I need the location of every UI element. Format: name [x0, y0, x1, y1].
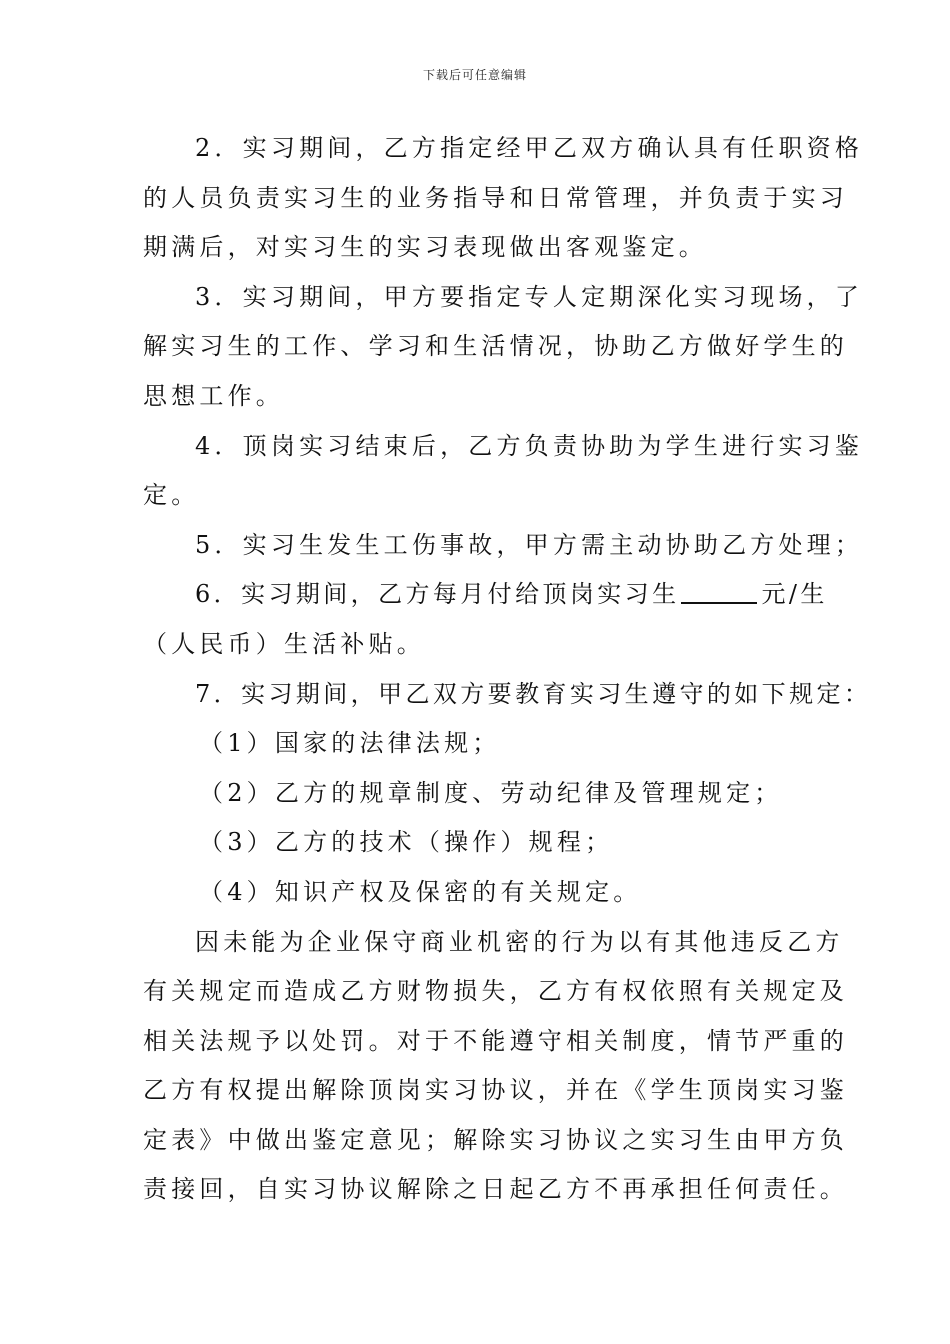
clause-6-text-before-blank: 6．实习期间，乙方每月付给顶岗实习生: [195, 580, 680, 609]
clause-6-line-1: [143, 570, 828, 620]
penalty-line-4: 乙方有权提出解除顶岗实习协议，并在《学生顶岗实习鉴: [143, 1076, 848, 1105]
clause-5-line-1: 5．实习生发生工伤事故，甲方需主动协助乙方处理；: [195, 530, 864, 559]
clause-3-line-2: 解实习生的工作、学习和生活情况，协助乙方做好学生的: [143, 332, 848, 361]
clause-7-item-2: （2）乙方的规章制度、劳动纪律及管理规定；: [199, 778, 783, 807]
document-body: [143, 124, 872, 1215]
amount-blank: [681, 580, 757, 604]
clause-7-line-1: 7．实习期间，甲乙双方要教育实习生遵守的如下规定：: [195, 679, 872, 708]
clause-6-text-after-blank: 元/生: [761, 580, 828, 609]
clause-7-item-3: （3）乙方的技术（操作）规程；: [199, 828, 614, 857]
penalty-line-6: 责接回，自实习协议解除之日起乙方不再承担任何责任。: [143, 1175, 848, 1204]
clause-4-line-1: 4．顶岗实习结束后，乙方负责协助为学生进行实习鉴: [195, 431, 864, 460]
penalty-line-3: 相关法规予以处罚。对于不能遵守相关制度，情节严重的: [143, 1026, 848, 1055]
clause-2-line-3: 期满后，对实习生的实习表现做出客观鉴定。: [143, 233, 707, 262]
penalty-line-5: 定表》中做出鉴定意见；解除实习协议之实习生由甲方负: [143, 1125, 848, 1154]
penalty-line-1: 因未能为企业保守商业机密的行为以有其他违反乙方: [195, 927, 844, 956]
clause-3-line-1: 3．实习期间，甲方要指定专人定期深化实习现场，了: [195, 282, 864, 311]
clause-7-item-4: （4）知识产权及保密的有关规定。: [199, 877, 642, 906]
clause-2-line-2: 的人员负责实习生的业务指导和日常管理，并负责于实习: [143, 183, 848, 212]
clause-3-line-3: 思想工作。: [143, 381, 284, 410]
penalty-line-2: 有关规定而造成乙方财物损失，乙方有权依照有关规定及: [143, 977, 848, 1006]
page-header: 下载后可任意编辑: [422, 68, 527, 82]
clause-6-line-2: （人民币）生活补贴。: [143, 629, 425, 658]
clause-7-item-1: （1）国家的法律法规；: [199, 729, 501, 758]
clause-4-line-2: 定。: [143, 481, 200, 510]
clause-2-line-1: 2．实习期间，乙方指定经甲乙双方确认具有任职资格: [195, 134, 864, 162]
